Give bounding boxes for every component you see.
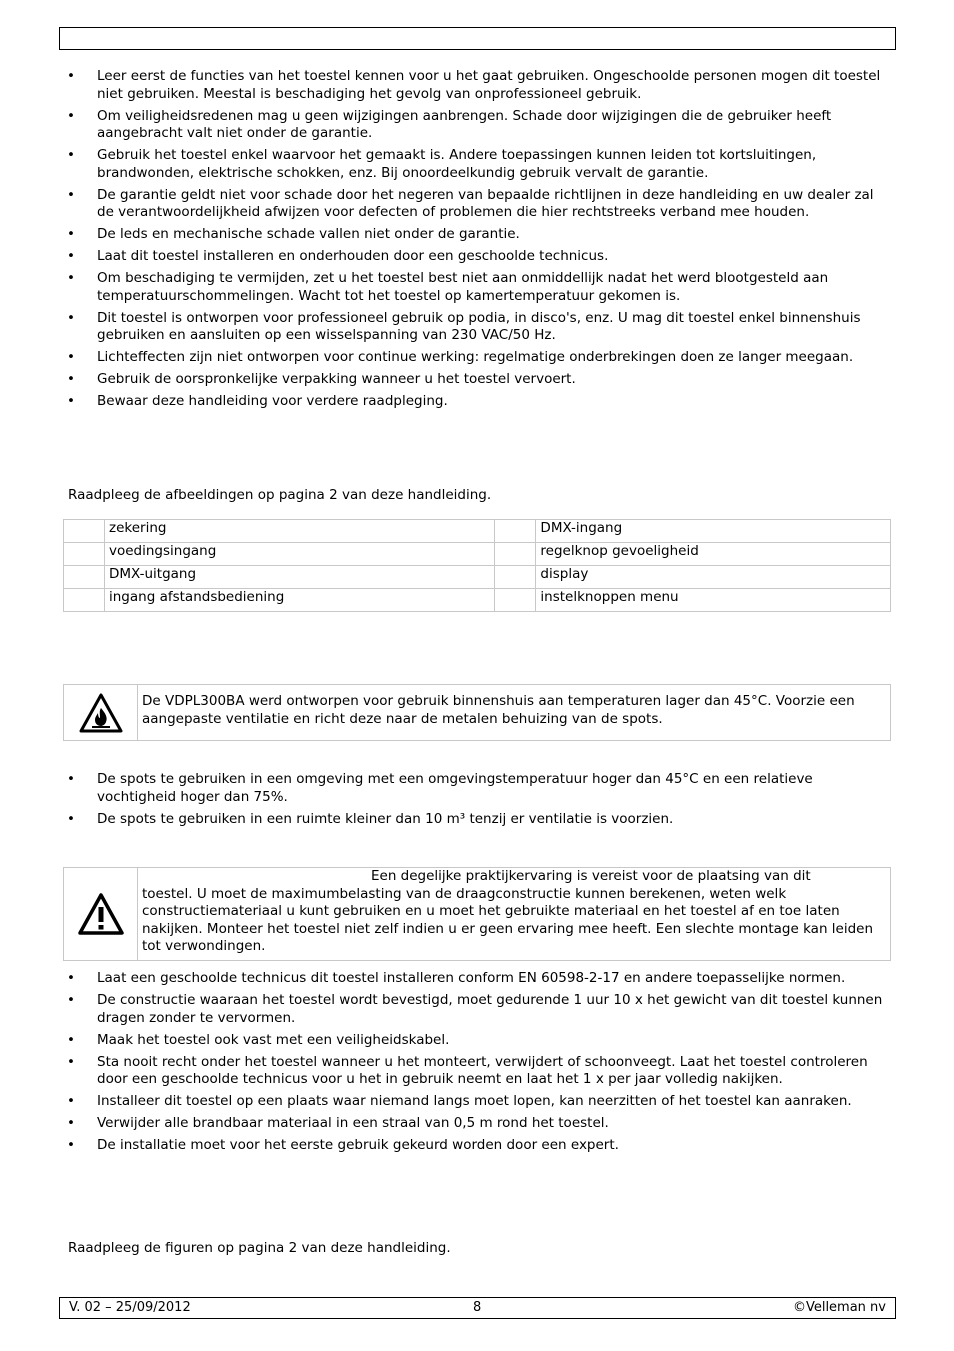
list-item: • De installatie moet voor het eerste gebruik gekeurd worden door een expert.	[59, 1137, 889, 1155]
page-footer	[59, 1297, 896, 1319]
table-cell: ingang afstandsbediening	[105, 589, 495, 612]
list-item: • Om beschadiging te vermijden, zet u het toestel best niet aan onmiddellijk nadat het werd blootgesteld aan temperatuurschommelingen. Wacht tot het toestel op kamertemperatuur gekomen is.	[59, 270, 889, 305]
table-row	[64, 589, 891, 612]
installation-list	[59, 970, 889, 1159]
list-item: • De leds en mechanische schade vallen niet onder de garantie.	[59, 226, 889, 244]
list-item: • De spots te gebruiken in een omgeving met een omgevingstemperatuur hoger dan 45°C en een relatieve vochtigheid hoger dan 75%.	[59, 771, 889, 806]
fire-warning-box	[63, 684, 891, 741]
list-item: • Om veiligheidsredenen mag u geen wijzigingen aanbrengen. Schade door wijzigingen die de gebruiker heeft aangebracht valt niet onder de garantie.	[59, 108, 889, 143]
list-item: • Bewaar deze handleiding voor verdere raadpleging.	[59, 393, 889, 411]
exclamation-warning-icon	[64, 868, 138, 960]
list-item: • Laat dit toestel installeren en onderhouden door een geschoolde technicus.	[59, 248, 889, 266]
install-warning-first-line: Een degelijke praktijkervaring is vereist voor de plaatsing van dit	[371, 868, 811, 884]
list-item: • De constructie waaraan het toestel wordt bevestigd, moet gedurende 1 uur 10 x het gewicht van dit toestel kunnen dragen zonder te vervormen.	[59, 992, 889, 1027]
footer-version: V. 02 – 25/09/2012	[69, 1300, 191, 1315]
list-item: • Laat een geschoolde technicus dit toestel installeren conform EN 60598-2-17 en andere toepasselijke normen.	[59, 970, 889, 988]
table-cell: zekering	[105, 520, 495, 543]
fire-warning-text: De VDPL300BA werd ontworpen voor gebruik binnenshuis aan temperaturen lager dan 45°C. Voorzie een aangepaste ventilatie en richt deze naar de metalen behuizing van de spots.	[142, 693, 855, 727]
table-row	[64, 520, 891, 543]
safety-list	[59, 68, 889, 415]
table-cell: display	[536, 566, 891, 589]
install-warning-rest: toestel. U moet de maximumbelasting van de draagconstructie kunnen berekenen, weten welk constructiemateriaal u kunt gebruiken en u moet het gebruikte materiaal en het toestel af en toe laten nakijken. Monteer het toestel niet zelf indien u er geen ervaring mee heeft. Een slechte montage kan leiden tot verwondingen.	[142, 885, 874, 954]
list-item: • Installeer dit toestel op een plaats waar niemand langs moet lopen, kan neerzitten of het toestel kan aanraken.	[59, 1093, 889, 1111]
list-item: • Verwijder alle brandbaar materiaal in een straal van 0,5 m rond het toestel.	[59, 1115, 889, 1133]
footer-copyright: ©Velleman nv	[792, 1300, 886, 1315]
parts-table	[63, 519, 891, 612]
list-item: • Lichteffecten zijn niet ontworpen voor continue werking: regelmatige onderbrekingen doen ze langer meegaan.	[59, 349, 889, 367]
footer-page-number: 8	[473, 1300, 482, 1315]
list-item: • Gebruik de oorspronkelijke verpakking wanneer u het toestel vervoert.	[59, 371, 889, 389]
install-warning-text	[142, 868, 890, 961]
table-row	[64, 543, 891, 566]
table-cell: voedingsingang	[105, 543, 495, 566]
list-item: • Leer eerst de functies van het toestel kennen voor u het gaat gebruiken. Ongeschoolde personen mogen dit toestel niet gebruiken. Meestal is beschadiging het gevolg van onprofessioneel gebruik.	[59, 68, 889, 103]
table-row	[64, 566, 891, 589]
table-cell: regelknop gevoeligheid	[536, 543, 891, 566]
figures-reference-1: Raadpleeg de afbeeldingen op pagina 2 van deze handleiding.	[68, 487, 492, 503]
list-item: • Maak het toestel ook vast met een veiligheidskabel.	[59, 1032, 889, 1050]
list-item: • De garantie geldt niet voor schade door het negeren van bepaalde richtlijnen in deze handleiding en uw dealer zal de verantwoordelijkheid afwijzen voor defecten of problemen die hier rechtstreeks verband mee houden.	[59, 187, 889, 222]
table-cell: DMX-uitgang	[105, 566, 495, 589]
page-header	[59, 27, 896, 50]
table-cell: DMX-ingang	[536, 520, 891, 543]
prohibited-use-list	[59, 771, 889, 833]
list-item: • De spots te gebruiken in een ruimte kleiner dan 10 m³ tenzij er ventilatie is voorzien.	[59, 811, 889, 829]
table-cell: instelknoppen menu	[536, 589, 891, 612]
flammable-warning-icon	[64, 685, 138, 740]
list-item: • Gebruik het toestel enkel waarvoor het gemaakt is. Andere toepassingen kunnen leiden tot kortsluitingen, brandwonden, elektrische schokken, enz. Bij onoordeelkundig gebruik vervalt de garantie.	[59, 147, 889, 182]
figures-reference-2: Raadpleeg de figuren op pagina 2 van deze handleiding.	[68, 1240, 451, 1256]
list-item: • Sta nooit recht onder het toestel wanneer u het monteert, verwijdert of schoonveegt. Laat het toestel controleren door een geschoolde technicus voor u het in gebruik neemt en laat het 1 x per jaar volledig nakijken.	[59, 1054, 889, 1089]
list-item: • Dit toestel is ontworpen voor professioneel gebruik op podia, in disco's, enz. U mag dit toestel enkel binnenshuis gebruiken en aansluiten op een wisselspanning van 230 VAC/50 Hz.	[59, 310, 889, 345]
install-warning-box	[63, 867, 891, 961]
